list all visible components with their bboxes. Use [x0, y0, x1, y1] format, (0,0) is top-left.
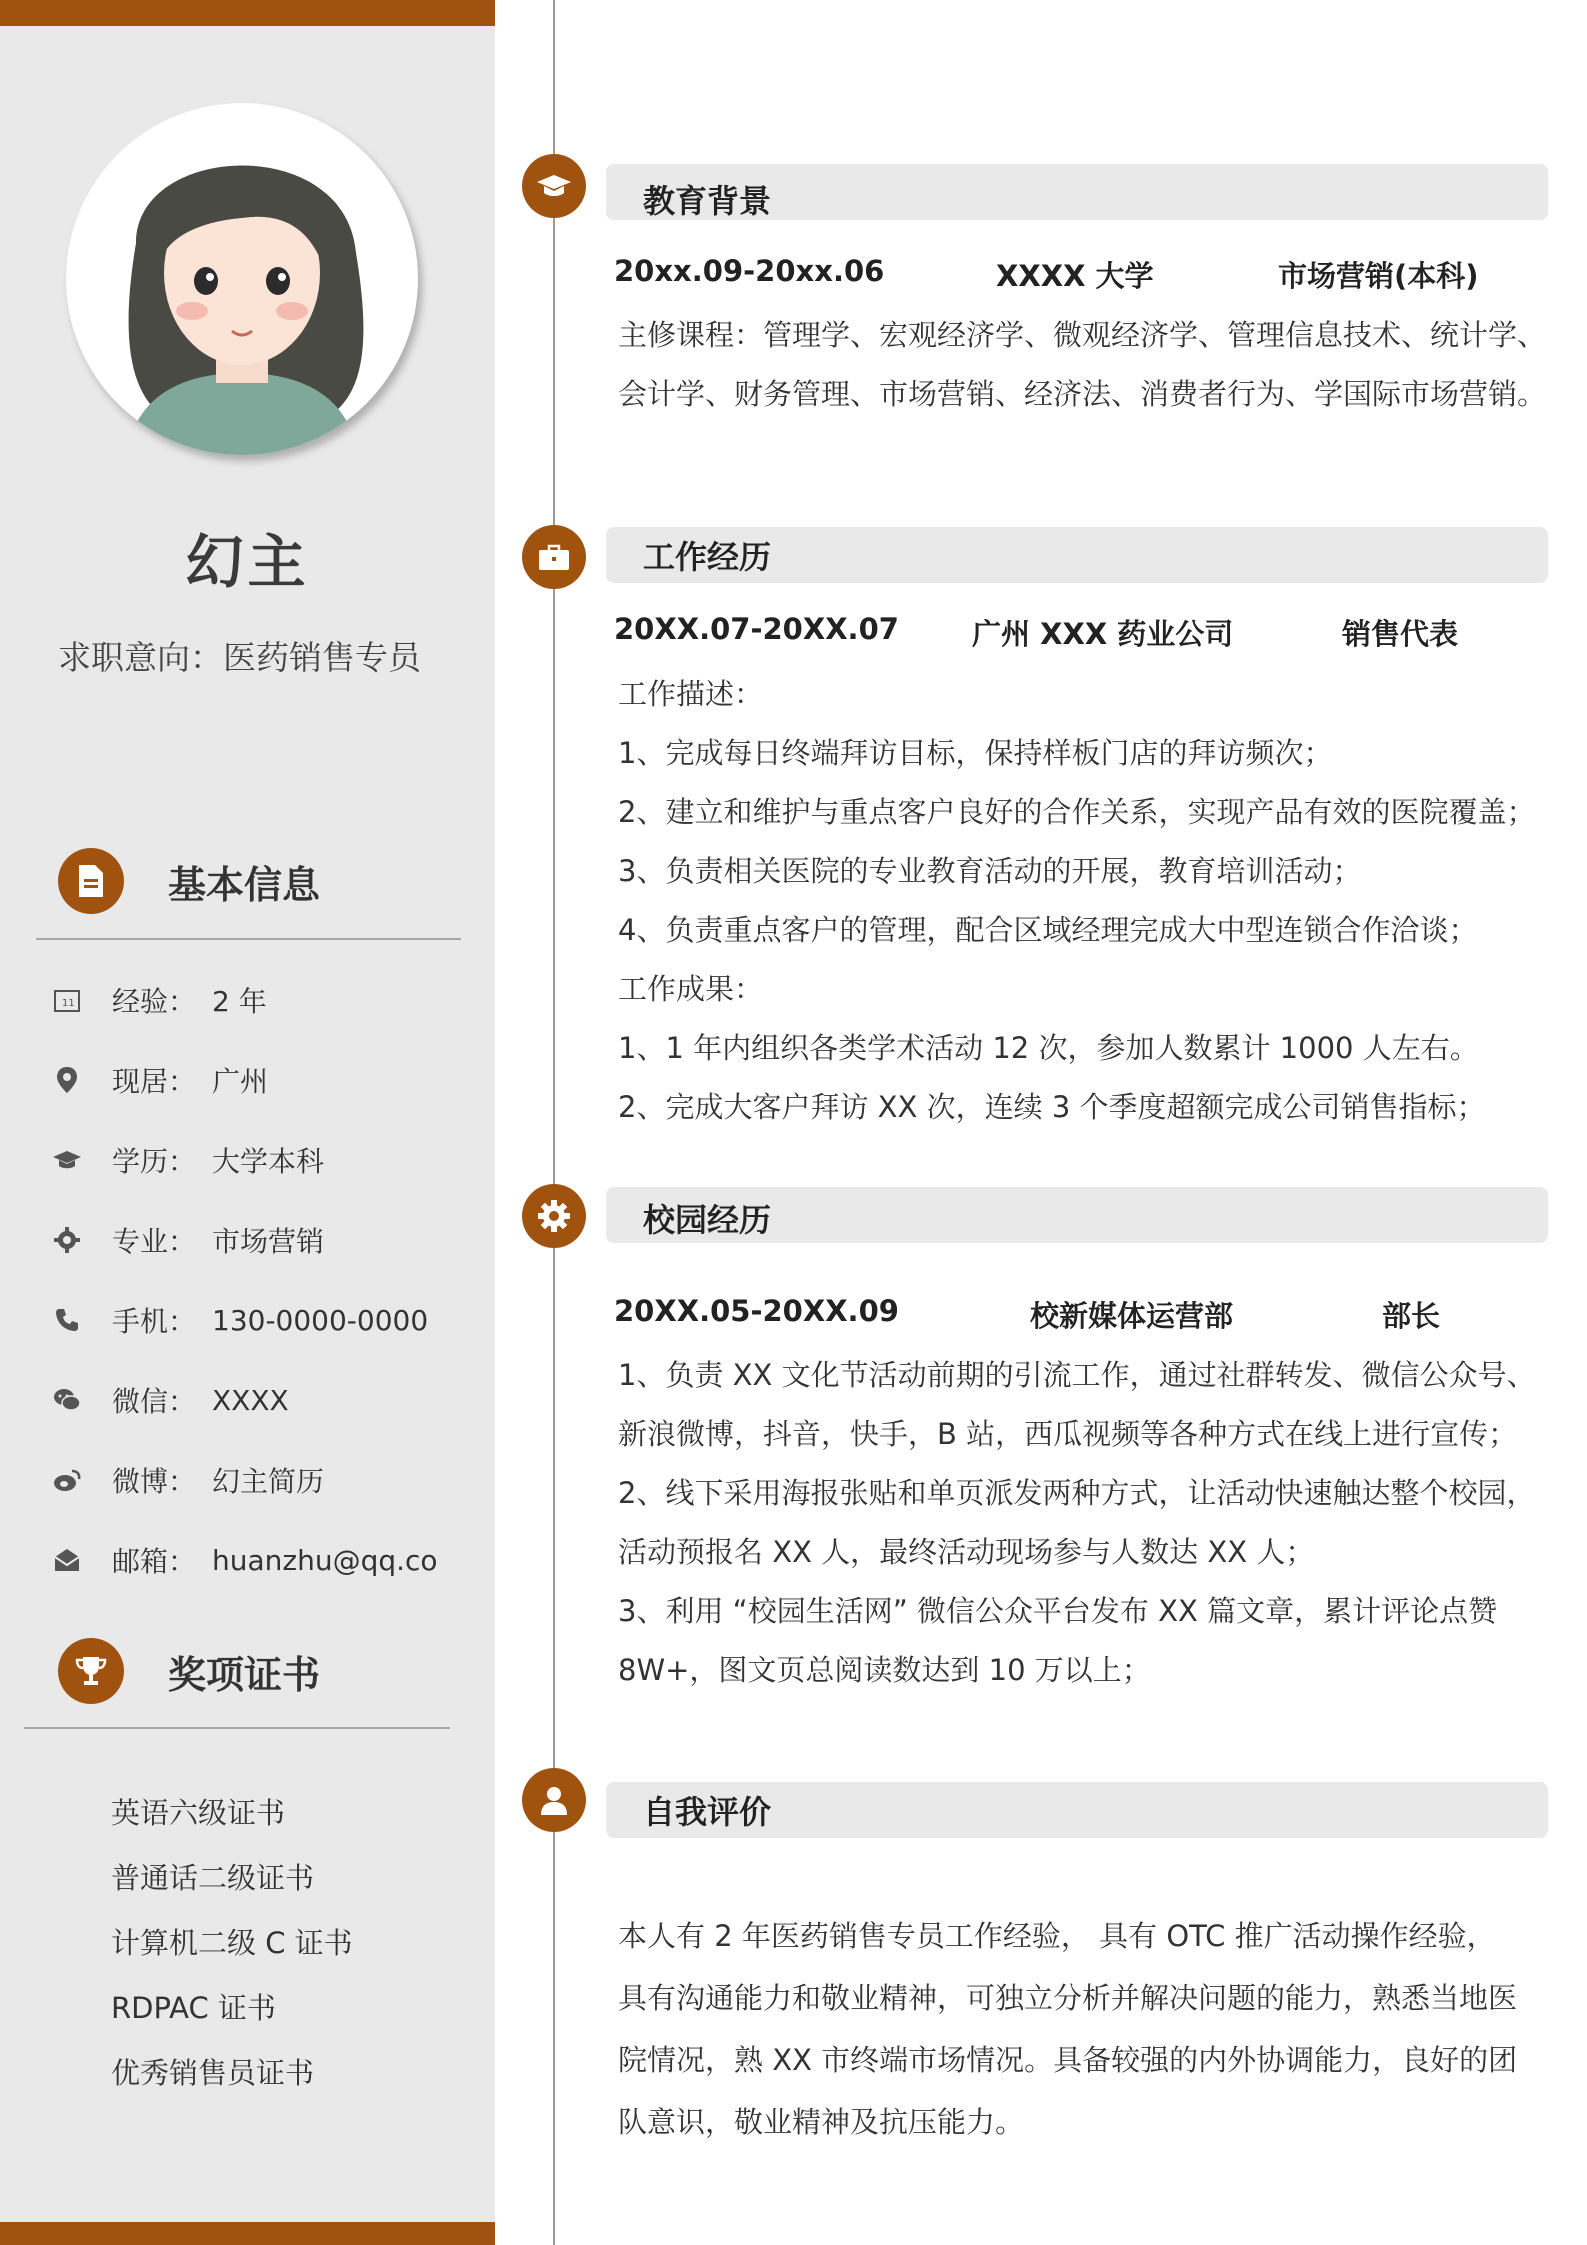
campus-line: 3、利用 “校园生活网” 微信公众平台发布 XX 篇文章，累计评论点赞 — [618, 1594, 1498, 1628]
mail-icon — [52, 1545, 82, 1575]
campus-line: 活动预报名 XX 人，最终活动现场参与人数达 XX 人； — [618, 1535, 1315, 1569]
avatar — [66, 103, 418, 455]
work-role: 销售代表 — [1342, 617, 1459, 651]
self-eval-title: 自我评价 — [643, 1793, 772, 1831]
campus-role: 部长 — [1382, 1299, 1441, 1333]
info-row-wechat: 微信： XXXX — [52, 1380, 289, 1420]
timeline-line — [553, 0, 555, 2245]
briefcase-icon — [522, 525, 586, 589]
work-line: 2、建立和维护与重点客户良好的合作关系，实现产品有效的医院覆盖； — [618, 795, 1536, 829]
work-line: 工作描述： — [618, 677, 764, 711]
work-title: 工作经历 — [643, 538, 772, 576]
info-row-major: 专业： 市场营销 — [52, 1220, 324, 1260]
svg-text:11: 11 — [62, 998, 75, 1009]
campus-line: 新浪微博，抖音，快手，B 站，西瓜视频等各种方式在线上进行宣传； — [618, 1417, 1518, 1451]
education-period: 20xx.09-20xx.06 — [614, 254, 885, 288]
divider — [36, 938, 461, 940]
person-icon — [522, 1768, 586, 1832]
work-line: 1、完成每日终端拜访目标，保持样板门店的拜访频次； — [618, 736, 1333, 770]
campus-line: 8W+，图文页总阅读数达到 10 万以上； — [618, 1653, 1151, 1687]
basic-info-title: 基本信息 — [168, 862, 321, 907]
weibo-value: 幻主简历 — [212, 1465, 325, 1498]
awards-title: 奖项证书 — [168, 1652, 321, 1697]
info-row-experience: 11 经验： 2 年 — [52, 980, 267, 1020]
work-line: 2、完成大客户拜访 XX 次，连续 3 个季度超额完成公司销售指标； — [618, 1090, 1486, 1124]
work-company: 广州 XXX 药业公司 — [972, 617, 1234, 651]
trophy-icon — [58, 1638, 124, 1704]
info-row-email: 邮箱： huanzhu@qq.co — [52, 1540, 438, 1580]
top-accent-bar — [0, 0, 495, 26]
education-major: 市场营销(本科) — [1278, 259, 1479, 293]
campus-line: 1、负责 XX 文化节活动前期的引流工作，通过社群转发、微信公众号、 — [618, 1358, 1536, 1392]
bottom-accent-bar — [0, 2222, 495, 2245]
graduation-cap-icon — [522, 154, 586, 218]
candidate-name: 幻主 — [185, 528, 310, 596]
campus-org: 校新媒体运营部 — [1030, 1299, 1234, 1333]
campus-period: 20XX.05-20XX.09 — [614, 1294, 899, 1328]
work-line: 4、负责重点客户的管理，配合区域经理完成大中型连锁合作洽谈； — [618, 913, 1478, 947]
wechat-icon — [52, 1385, 82, 1415]
info-row-weibo: 微博： 幻主简历 — [52, 1460, 324, 1500]
divider — [24, 1727, 450, 1729]
gear-icon — [522, 1184, 586, 1248]
work-line: 3、负责相关医院的专业教育活动的开展，教育培训活动； — [618, 854, 1362, 888]
location-pin-icon — [52, 1065, 82, 1095]
education-line: 主修课程：管理学、宏观经济学、微观经济学、管理信息技术、统计学、 — [618, 318, 1547, 352]
job-intent: 求职意向：医药销售专员 — [58, 638, 421, 677]
work-line: 工作成果： — [618, 972, 764, 1006]
education-line: 会计学、财务管理、市场营销、经济法、消费者行为、学国际市场营销。 — [618, 377, 1547, 411]
weibo-icon — [52, 1465, 82, 1495]
phone-value: 130-0000-0000 — [212, 1303, 429, 1337]
campus-line: 2、线下采用海报张贴和单页派发两种方式，让活动快速触达整个校园， — [618, 1476, 1536, 1510]
major-value: 市场营销 — [212, 1225, 325, 1258]
certificate-item: 计算机二级 C 证书 — [111, 1926, 353, 1960]
info-row-education: 学历： 大学本科 — [52, 1140, 324, 1180]
work-line: 1、1 年内组织各类学术活动 12 次，参加人数累计 1000 人左右。 — [618, 1031, 1479, 1065]
avatar-illustration — [66, 103, 418, 455]
residence-value: 广州 — [212, 1065, 269, 1098]
certificate-item: 优秀销售员证书 — [111, 2056, 315, 2090]
phone-icon — [52, 1305, 82, 1335]
work-period: 20XX.07-20XX.07 — [614, 612, 899, 646]
gear-icon — [52, 1225, 82, 1255]
certificate-item: RDPAC 证书 — [111, 1991, 276, 2025]
calendar-icon — [52, 985, 82, 1015]
self-eval-line: 本人有 2 年医药销售专员工作经验， 具有 OTC 推广活动操作经验， — [618, 1919, 1496, 1953]
self-eval-line: 具有沟通能力和敬业精神，可独立分析并解决问题的能力，熟悉当地医 — [618, 1981, 1518, 2015]
degree-value: 大学本科 — [212, 1145, 325, 1178]
document-icon — [58, 848, 124, 914]
info-row-residence: 现居： 广州 — [52, 1060, 268, 1100]
graduation-cap-icon — [52, 1145, 82, 1175]
self-eval-line: 院情况，熟 XX 市终端市场情况。具备较强的内外协调能力，良好的团 — [618, 2043, 1518, 2077]
email-value: huanzhu@qq.co — [212, 1543, 438, 1577]
basic-info-heading — [58, 848, 320, 914]
education-title: 教育背景 — [643, 182, 772, 220]
campus-title: 校园经历 — [643, 1201, 772, 1239]
info-row-phone: 手机： 130-0000-0000 — [52, 1300, 428, 1340]
education-school: XXXX 大学 — [996, 259, 1154, 293]
certificate-item: 英语六级证书 — [111, 1796, 286, 1830]
awards-heading — [58, 1638, 320, 1704]
experience-value: 2 年 — [212, 985, 267, 1018]
wechat-value: XXXX — [212, 1383, 289, 1417]
self-eval-line: 队意识，敬业精神及抗压能力。 — [618, 2105, 1025, 2139]
certificate-item: 普通话二级证书 — [111, 1861, 315, 1895]
